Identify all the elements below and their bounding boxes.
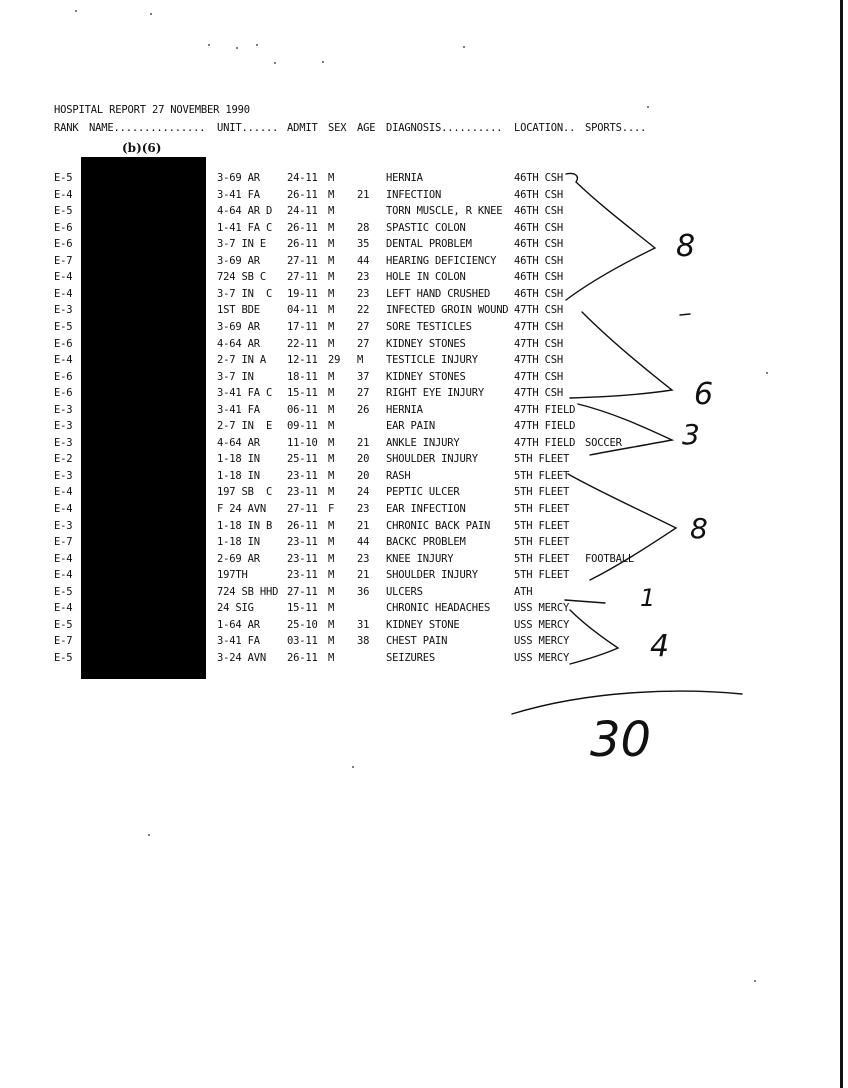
- row-diagnosis: EAR INFECTION: [386, 503, 466, 515]
- row-admit: 27-11: [287, 503, 318, 515]
- scan-speck: [75, 10, 77, 12]
- row-sex: M: [328, 652, 335, 664]
- header-sports: SPORTS....: [585, 122, 647, 134]
- page-edge-line: [840, 0, 843, 1088]
- row-location: 5TH FLEET: [514, 469, 570, 482]
- row-age: 27: [357, 387, 370, 400]
- row-sex: M: [328, 420, 335, 433]
- row-rank: E-6: [54, 221, 73, 234]
- row-admit: 23-11: [287, 552, 318, 565]
- row-rank: E-5: [54, 172, 73, 184]
- row-age: 20: [357, 453, 370, 466]
- row-location: 47TH FIELD: [514, 436, 576, 449]
- row-rank: E-5: [54, 585, 73, 598]
- row-rank: E-4: [54, 354, 73, 367]
- table-row: [0, 288, 848, 304]
- table-row: [0, 387, 848, 403]
- row-sex: M: [328, 618, 335, 631]
- row-unit: 2-69 AR: [217, 552, 260, 565]
- scan-speck: [322, 61, 324, 63]
- table-row: [0, 304, 848, 320]
- count-47th-field: 3: [682, 418, 700, 451]
- row-age: 23: [357, 271, 370, 284]
- header-unit: UNIT......: [217, 122, 279, 134]
- header-diagnosis: DIAGNOSIS..........: [386, 122, 503, 134]
- row-age: M: [357, 354, 364, 367]
- table-row: [0, 520, 848, 536]
- row-admit: 26-11: [287, 221, 318, 234]
- row-location: 5TH FLEET: [514, 552, 570, 565]
- row-location: USS MERCY: [514, 652, 570, 664]
- row-unit: 4-64 AR: [217, 436, 260, 449]
- row-age: 38: [357, 635, 370, 648]
- scan-speck: [647, 106, 649, 108]
- row-diagnosis: SHOULDER INJURY: [386, 453, 478, 466]
- row-rank: E-3: [54, 519, 73, 532]
- row-rank: E-6: [54, 387, 73, 400]
- table-row: [0, 635, 848, 651]
- row-diagnosis: SORE TESTICLES: [386, 321, 472, 333]
- row-unit: 4-64 AR D: [217, 205, 273, 218]
- row-rank: E-6: [54, 238, 73, 251]
- row-location: 5TH FLEET: [514, 569, 570, 582]
- row-diagnosis: KNEE INJURY: [386, 552, 454, 565]
- count-uss-mercy: 4: [650, 629, 670, 664]
- row-rank: E-4: [54, 602, 73, 615]
- row-rank: E-7: [54, 536, 73, 549]
- table-row: [0, 619, 848, 635]
- table-row: [0, 602, 848, 618]
- row-age: 23: [357, 287, 370, 300]
- row-diagnosis: INFECTION: [386, 188, 442, 201]
- row-admit: 04-11: [287, 304, 318, 317]
- row-location: USS MERCY: [514, 618, 570, 631]
- row-admit: 18-11: [287, 370, 318, 383]
- row-rank: E-5: [54, 652, 73, 664]
- row-rank: E-3: [54, 436, 73, 449]
- row-sex: M: [328, 304, 335, 317]
- table-row: [0, 271, 848, 287]
- row-sex: M: [328, 635, 335, 648]
- row-admit: 15-11: [287, 602, 318, 615]
- row-unit: 3-41 FA: [217, 403, 260, 416]
- table-row: [0, 321, 848, 337]
- row-sports: FOOTBALL: [585, 552, 634, 565]
- row-location: 5TH FLEET: [514, 486, 570, 499]
- row-diagnosis: CHRONIC HEADACHES: [386, 602, 491, 615]
- report-title: HOSPITAL REPORT 27 NOVEMBER 1990: [54, 104, 250, 116]
- row-unit: 1-64 AR: [217, 618, 260, 631]
- row-rank: E-5: [54, 321, 73, 333]
- count-ath: 1: [640, 584, 656, 612]
- row-admit: 24-11: [287, 172, 318, 184]
- row-location: 47TH CSH: [514, 354, 563, 367]
- header-rank: RANK: [54, 122, 79, 134]
- row-sex: M: [328, 552, 335, 565]
- row-sex: M: [328, 321, 335, 333]
- row-unit: 724 SB HHD: [217, 585, 279, 598]
- table-row: [0, 354, 848, 370]
- table-row: [0, 172, 848, 188]
- row-location: 5TH FLEET: [514, 503, 570, 515]
- row-unit: 3-41 FA: [217, 635, 260, 648]
- table-row: [0, 652, 848, 668]
- row-location: ATH: [514, 585, 533, 598]
- row-rank: E-7: [54, 254, 73, 267]
- row-diagnosis: KIDNEY STONE: [386, 618, 460, 631]
- row-admit: 27-11: [287, 585, 318, 598]
- row-diagnosis: ANKLE INJURY: [386, 436, 460, 449]
- row-admit: 03-11: [287, 635, 318, 648]
- row-admit: 17-11: [287, 321, 318, 333]
- row-location: 46TH CSH: [514, 287, 563, 300]
- table-row: [0, 536, 848, 552]
- row-admit: 15-11: [287, 387, 318, 400]
- row-age: 21: [357, 436, 370, 449]
- row-age: 24: [357, 486, 370, 499]
- row-location: 47TH CSH: [514, 337, 563, 350]
- row-age: 27: [357, 337, 370, 350]
- row-sex: M: [328, 519, 335, 532]
- table-row: [0, 222, 848, 238]
- row-unit: 24 SIG: [217, 602, 254, 615]
- row-sex: M: [328, 436, 335, 449]
- row-unit: 3-41 FA C: [217, 387, 273, 400]
- row-admit: 06-11: [287, 403, 318, 416]
- row-sports: SOCCER: [585, 436, 622, 449]
- row-diagnosis: HERNIA: [386, 403, 423, 416]
- row-age: 21: [357, 569, 370, 582]
- row-rank: E-4: [54, 287, 73, 300]
- count-47th-csh: 6: [694, 377, 714, 412]
- row-admit: 26-11: [287, 519, 318, 532]
- row-diagnosis: TORN MUSCLE, R KNEE: [386, 205, 503, 218]
- row-diagnosis: CHEST PAIN: [386, 635, 448, 648]
- row-rank: E-5: [54, 618, 73, 631]
- row-diagnosis: TESTICLE INJURY: [386, 354, 478, 367]
- row-location: 47TH FIELD: [514, 403, 576, 416]
- row-location: 46TH CSH: [514, 221, 563, 234]
- row-diagnosis: ULCERS: [386, 585, 423, 598]
- row-sex: F: [328, 503, 335, 515]
- table-row: [0, 486, 848, 502]
- row-rank: E-4: [54, 188, 73, 201]
- row-rank: E-7: [54, 635, 73, 648]
- table-row: [0, 238, 848, 254]
- row-age: 23: [357, 552, 370, 565]
- row-diagnosis: KIDNEY STONES: [386, 370, 466, 383]
- row-diagnosis: INFECTED GROIN WOUND: [386, 304, 509, 317]
- row-unit: 3-7 IN E: [217, 238, 266, 251]
- row-age: 44: [357, 254, 370, 267]
- table-row: [0, 453, 848, 469]
- row-admit: 25-10: [287, 618, 318, 631]
- row-rank: E-4: [54, 503, 73, 515]
- row-sex: M: [328, 486, 335, 499]
- row-rank: E-3: [54, 304, 73, 317]
- row-diagnosis: KIDNEY STONES: [386, 337, 466, 350]
- table-row: [0, 404, 848, 420]
- row-admit: 26-11: [287, 238, 318, 251]
- count-46th-csh: 8: [676, 229, 696, 264]
- row-unit: F 24 AVN: [217, 503, 266, 515]
- row-sex: M: [328, 188, 335, 201]
- row-admit: 24-11: [287, 205, 318, 218]
- table-row: [0, 189, 848, 205]
- row-age: 44: [357, 536, 370, 549]
- row-admit: 27-11: [287, 254, 318, 267]
- row-location: 5TH FLEET: [514, 536, 570, 549]
- row-location: 46TH CSH: [514, 238, 563, 251]
- row-rank: E-4: [54, 486, 73, 499]
- row-unit: 1-18 IN: [217, 469, 260, 482]
- row-admit: 27-11: [287, 271, 318, 284]
- row-diagnosis: BACKC PROBLEM: [386, 536, 466, 549]
- row-age: 35: [357, 238, 370, 251]
- row-unit: 3-7 IN: [217, 370, 254, 383]
- row-sex: M: [328, 205, 335, 218]
- table-row: [0, 255, 848, 271]
- row-sex: 29: [328, 354, 341, 367]
- header-name: NAME...............: [89, 122, 206, 134]
- row-diagnosis: DENTAL PROBLEM: [386, 238, 472, 251]
- row-sex: M: [328, 403, 335, 416]
- count-5th-fleet: 8: [690, 512, 708, 545]
- row-unit: 1ST BDE: [217, 304, 260, 317]
- row-sex: M: [328, 172, 335, 184]
- scan-speck: [754, 980, 756, 982]
- redaction-label: (b)(6): [122, 141, 162, 155]
- row-admit: 12-11: [287, 354, 318, 367]
- row-age: 28: [357, 221, 370, 234]
- table-row: [0, 586, 848, 602]
- header-admit: ADMIT: [287, 122, 318, 134]
- table-row: [0, 553, 848, 569]
- table-row: [0, 205, 848, 221]
- table-row: [0, 569, 848, 585]
- header-location: LOCATION..: [514, 122, 576, 134]
- row-sex: M: [328, 536, 335, 549]
- table-row: [0, 420, 848, 436]
- table-row: [0, 470, 848, 486]
- row-rank: E-3: [54, 403, 73, 416]
- row-location: 46TH CSH: [514, 271, 563, 284]
- row-age: 37: [357, 370, 370, 383]
- row-location: 47TH CSH: [514, 370, 563, 383]
- row-age: 23: [357, 503, 370, 515]
- row-sex: M: [328, 337, 335, 350]
- row-sex: M: [328, 370, 335, 383]
- row-rank: E-6: [54, 370, 73, 383]
- row-location: 5TH FLEET: [514, 453, 570, 466]
- scan-speck: [274, 62, 276, 64]
- row-rank: E-3: [54, 469, 73, 482]
- row-sex: M: [328, 254, 335, 267]
- row-unit: 724 SB C: [217, 271, 266, 284]
- row-diagnosis: EAR PAIN: [386, 420, 435, 433]
- row-admit: 23-11: [287, 486, 318, 499]
- row-admit: 25-11: [287, 453, 318, 466]
- row-age: 26: [357, 403, 370, 416]
- row-admit: 09-11: [287, 420, 318, 433]
- row-unit: 3-41 FA: [217, 188, 260, 201]
- row-age: 21: [357, 188, 370, 201]
- row-unit: 3-24 AVN: [217, 652, 266, 664]
- row-rank: E-4: [54, 552, 73, 565]
- row-age: 21: [357, 519, 370, 532]
- row-location: 46TH CSH: [514, 188, 563, 201]
- row-age: 36: [357, 585, 370, 598]
- row-rank: E-4: [54, 271, 73, 284]
- row-diagnosis: RASH: [386, 469, 411, 482]
- row-unit: 1-18 IN: [217, 453, 260, 466]
- scan-speck: [352, 766, 354, 768]
- table-row: [0, 338, 848, 354]
- header-sex: SEX: [328, 122, 347, 134]
- row-admit: 23-11: [287, 469, 318, 482]
- row-age: 20: [357, 469, 370, 482]
- row-sex: M: [328, 287, 335, 300]
- row-admit: 11-10: [287, 436, 318, 449]
- row-unit: 1-41 FA C: [217, 221, 273, 234]
- row-location: 46TH CSH: [514, 172, 563, 184]
- row-unit: 3-7 IN C: [217, 287, 273, 300]
- row-location: 5TH FLEET: [514, 519, 570, 532]
- row-sex: M: [328, 469, 335, 482]
- row-unit: 2-7 IN E: [217, 420, 273, 433]
- row-age: 22: [357, 304, 370, 317]
- row-sex: M: [328, 585, 335, 598]
- row-diagnosis: HEARING DEFICIENCY: [386, 254, 497, 267]
- row-admit: 22-11: [287, 337, 318, 350]
- row-rank: E-6: [54, 337, 73, 350]
- scan-speck: [208, 44, 210, 46]
- row-sex: M: [328, 569, 335, 582]
- row-diagnosis: HOLE IN COLON: [386, 271, 466, 284]
- table-row: [0, 437, 848, 453]
- row-diagnosis: HERNIA: [386, 172, 423, 184]
- row-location: 46TH CSH: [514, 254, 563, 267]
- row-age: 31: [357, 618, 370, 631]
- row-unit: 1-18 IN B: [217, 519, 273, 532]
- row-sex: M: [328, 387, 335, 400]
- row-age: 27: [357, 321, 370, 333]
- scan-speck: [236, 47, 238, 49]
- row-diagnosis: SHOULDER INJURY: [386, 569, 478, 582]
- total-count: 30: [590, 712, 652, 768]
- row-location: 47TH CSH: [514, 304, 563, 317]
- row-unit: 197TH: [217, 569, 248, 582]
- row-unit: 2-7 IN A: [217, 354, 266, 367]
- row-location: 47TH CSH: [514, 321, 563, 333]
- scan-speck: [256, 44, 258, 46]
- header-age: AGE: [357, 122, 376, 134]
- row-location: 46TH CSH: [514, 205, 563, 218]
- row-diagnosis: RIGHT EYE INJURY: [386, 387, 484, 400]
- row-admit: 19-11: [287, 287, 318, 300]
- row-admit: 23-11: [287, 536, 318, 549]
- scan-speck: [150, 13, 152, 15]
- row-diagnosis: PEPTIC ULCER: [386, 486, 460, 499]
- row-admit: 23-11: [287, 569, 318, 582]
- row-location: USS MERCY: [514, 635, 570, 648]
- total-underline: [512, 691, 742, 714]
- row-unit: 3-69 AR: [217, 172, 260, 184]
- row-unit: 3-69 AR: [217, 254, 260, 267]
- row-rank: E-3: [54, 420, 73, 433]
- row-location: 47TH CSH: [514, 387, 563, 400]
- scan-speck: [148, 834, 150, 836]
- row-location: USS MERCY: [514, 602, 570, 615]
- row-unit: 3-69 AR: [217, 321, 260, 333]
- row-unit: 1-18 IN: [217, 536, 260, 549]
- row-unit: 197 SB C: [217, 486, 273, 499]
- row-diagnosis: SPASTIC COLON: [386, 221, 466, 234]
- row-diagnosis: SEIZURES: [386, 652, 435, 664]
- row-diagnosis: LEFT HAND CRUSHED: [386, 287, 491, 300]
- row-sex: M: [328, 602, 335, 615]
- row-rank: E-5: [54, 205, 73, 218]
- table-row: [0, 503, 848, 519]
- table-row: [0, 371, 848, 387]
- scan-speck: [766, 372, 768, 374]
- row-sex: M: [328, 238, 335, 251]
- row-sex: M: [328, 271, 335, 284]
- row-rank: E-2: [54, 453, 73, 466]
- row-admit: 26-11: [287, 652, 318, 664]
- row-admit: 26-11: [287, 188, 318, 201]
- row-location: 47TH FIELD: [514, 420, 576, 433]
- row-rank: E-4: [54, 569, 73, 582]
- row-unit: 4-64 AR: [217, 337, 260, 350]
- row-sex: M: [328, 453, 335, 466]
- scan-speck: [463, 46, 465, 48]
- row-diagnosis: CHRONIC BACK PAIN: [386, 519, 491, 532]
- row-sex: M: [328, 221, 335, 234]
